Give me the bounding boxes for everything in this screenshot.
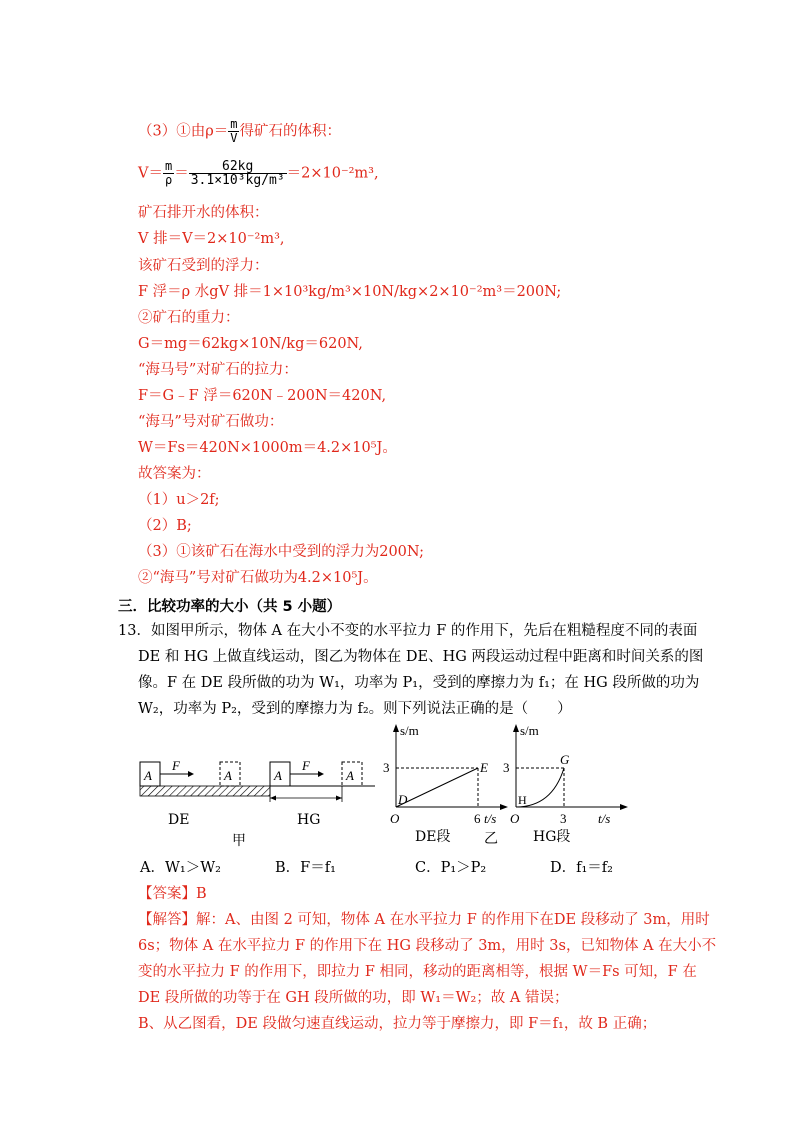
intro-tail: 得矿石的体积： (239, 123, 341, 140)
graph-de-y-arrow (393, 724, 399, 732)
v-frac1-den: ρ (164, 173, 173, 187)
line-buoyancy-calc: F 浮＝ρ 水gV 排＝1×10³kg/m³×10N/kg×2×10⁻²m³＝200N; (138, 284, 562, 300)
v-prefix: V＝ (138, 165, 163, 182)
choice-c: C．P₁＞P₂ (415, 860, 487, 876)
figure-jia-caption: 甲 (232, 833, 246, 849)
answer-tag: 【答案】B (138, 886, 207, 902)
question-line-2: DE 和 HG 上做直线运动，图乙为物体在 DE、HG 两段运动过程中距离和时间关系的图 (138, 649, 704, 665)
force-label-2: F (302, 758, 310, 773)
choice-d: D．f₁＝f₂ (550, 860, 613, 876)
segment-hg-label: HG (297, 812, 321, 828)
density-frac-den: V (230, 131, 238, 145)
analysis-line-2: 6s；物体 A 在水平拉力 F 的作用下在 HG 段移动了 3m，用时 3s，已知物体 A 在大小不 (138, 938, 717, 954)
v-frac2-den: 3.1×10³kg/m³ (190, 173, 285, 188)
line-vpai: V 排＝V＝2×10⁻²m³, (138, 231, 285, 247)
figure-yi-caption: 乙 (484, 831, 498, 847)
numeric-fraction (189, 160, 287, 187)
line-weight-title: ②矿石的重力： (138, 310, 240, 326)
graph-hg-xlabel: t/s (598, 811, 611, 826)
block-a-start-label: A (144, 768, 152, 783)
answer-2: （2）B; (138, 518, 192, 534)
rough-surface (140, 786, 270, 796)
volume-formula (138, 160, 379, 187)
graph-hg-point-h: H (518, 793, 527, 807)
line-pull-calc: F＝G﹣F 浮＝620N﹣200N＝420N, (138, 388, 387, 404)
line-pull-title: “海马号”对矿石的拉力： (138, 362, 298, 378)
v-frac2-num: 62kg (189, 160, 287, 174)
segment-de-label: DE (168, 812, 190, 828)
block-a-end-de-label: A (224, 768, 232, 783)
line-work-calc: W＝Fs＝420N×1000m＝4.2×10⁵J。 (138, 440, 397, 456)
question-line-1: 13．如图甲所示，物体 A 在大小不变的水平拉力 F 的作用下，先后在粗糙程度不同的表面 (118, 623, 698, 639)
graph-de-origin: O (390, 811, 400, 826)
graph-hg-xtick: 3 (560, 811, 567, 826)
graph-de-ylabel: s/m (400, 723, 419, 738)
graph-hg (500, 722, 630, 832)
analysis-line-4: DE 段所做的功等于在 GH 段所做的功，即 W₁＝W₂；故 A 错误； (138, 990, 569, 1006)
graph-de-point-e: E (480, 760, 488, 775)
question-line-3: 像。F 在 DE 段所做的功为 W₁，功率为 P₁，受到的摩擦力为 f₁；在 HG 段所做的功为 (138, 675, 700, 691)
v-result: ＝2×10⁻²m³, (286, 165, 379, 182)
line-buoyancy-title: 该矿石受到的浮力： (138, 258, 269, 274)
graph-de (380, 722, 510, 832)
force-arrow-2-head (318, 771, 324, 777)
answer-title: 故答案为： (138, 466, 211, 482)
analysis-line-5: B、从乙图看，DE 段做匀速直线运动，拉力等于摩擦力，即 F＝f₁，故 B 正确； (138, 1016, 657, 1032)
analysis-line-1: 【解答】解：A、由图 2 可知，物体 A 在水平拉力 F 的作用下在DE 段移动了 3m，用时 (138, 912, 710, 928)
graph-hg-ytick: 3 (503, 760, 510, 775)
choice-b: B．F＝f₁ (275, 860, 336, 876)
block-a-hg-label: A (274, 768, 282, 783)
section-heading: 三．比较功率的大小（共 5 小题） (118, 599, 342, 615)
graph-hg-caption: HG段 (533, 829, 571, 845)
v-eq: ＝ (174, 165, 189, 182)
block-a-end-hg-label: A (346, 768, 354, 783)
answer-3a: （3）①该矿石在海水中受到的浮力为200N; (138, 544, 424, 560)
density-fraction (228, 118, 239, 145)
graph-hg-ylabel: s/m (520, 723, 539, 738)
intro-text: （3）①由ρ＝ (138, 123, 229, 140)
graph-de-caption: DE段 (415, 829, 451, 845)
hg-dim-arrow-r (336, 796, 342, 801)
choice-a: A．W₁＞W₂ (140, 860, 221, 876)
question-line-4: W₂，功率为 P₂，受到的摩擦力为 f₂。则下列说法正确的是（ ） (138, 701, 572, 717)
graph-hg-origin: O (510, 811, 520, 826)
force-arrow-1-head (188, 771, 194, 777)
graph-hg-x-arrow (620, 804, 628, 810)
density-frac-num: m (230, 117, 238, 131)
answer-3b: ②“海马”号对矿石做功为4.2×10⁵J。 (138, 570, 378, 586)
line-work-title: “海马”号对矿石做功： (138, 414, 284, 430)
mass-over-density-fraction (163, 160, 174, 187)
graph-hg-y-arrow (513, 724, 519, 732)
graph-de-xlabel: t/s (484, 811, 497, 826)
graph-de-line (396, 768, 478, 807)
hg-dim-arrow-l (270, 796, 276, 801)
analysis-line-3: 变的水平拉力 F 的作用下，即拉力 F 相同，移动的距离相等，根据 W＝Fs 可知，F 在 (138, 964, 697, 980)
force-label-1: F (172, 758, 180, 773)
solution-intro (138, 118, 341, 145)
graph-de-xtick: 6 (474, 811, 481, 826)
answer-1: （1）u＞2f; (138, 492, 220, 508)
v-frac1-num: m (164, 159, 173, 173)
graph-hg-point-g: G (560, 752, 570, 767)
graph-de-ytick: 3 (383, 760, 390, 775)
line-displaced: 矿石排开水的体积： (138, 205, 269, 221)
graph-de-point-d: D (398, 792, 408, 807)
line-weight-calc: G＝mg＝62kg×10N/kg＝620N, (138, 336, 363, 352)
